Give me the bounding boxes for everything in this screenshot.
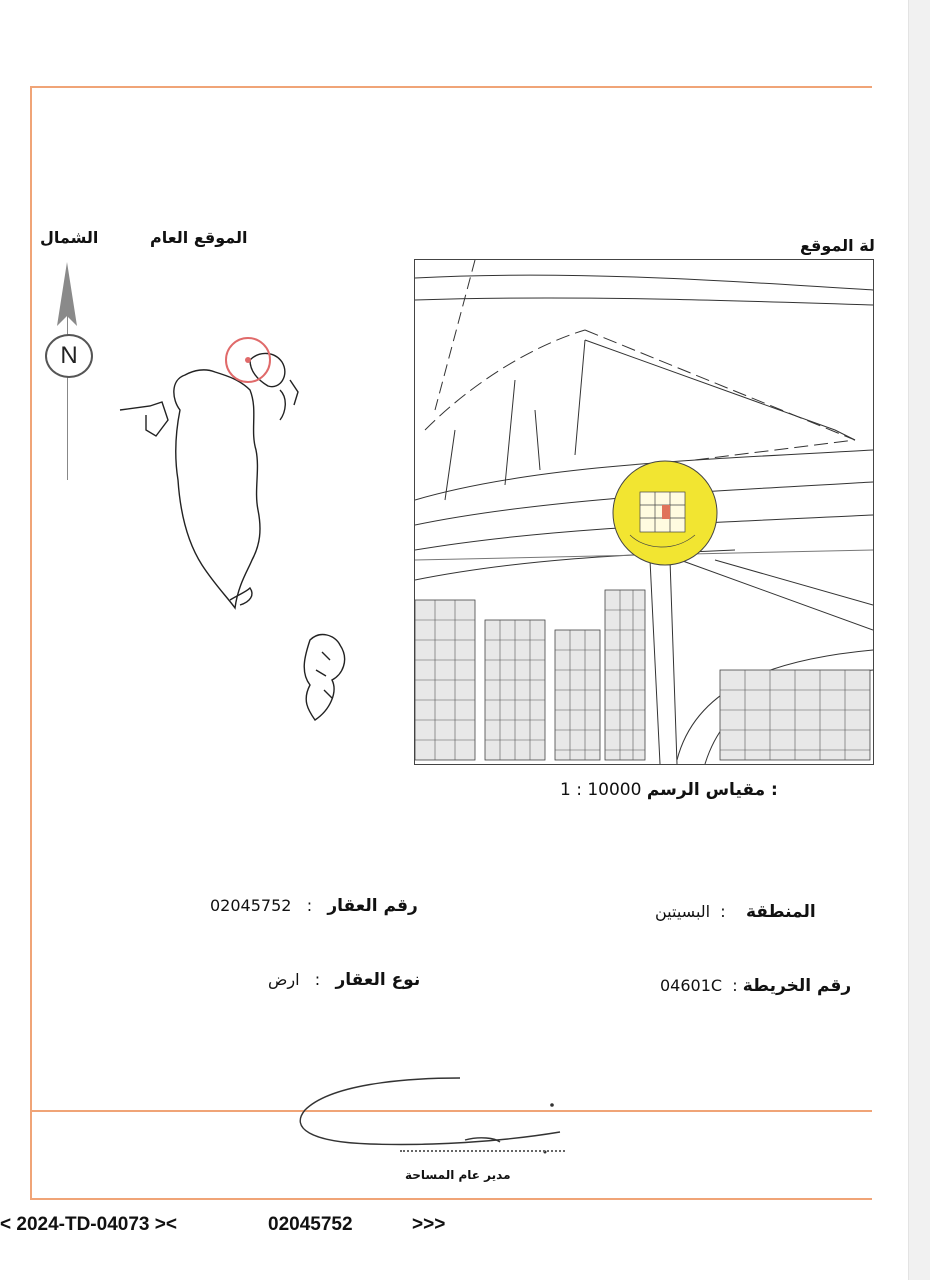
footer-arrows: >>> <box>412 1214 446 1235</box>
north-heading: الشمال <box>40 228 99 247</box>
area-value: البسيتين <box>655 902 711 921</box>
map-number-sep: : <box>732 976 738 995</box>
signature-title: مدير عام المساحة <box>405 1168 511 1182</box>
area-label: المنطقة <box>746 902 816 922</box>
north-arrow-icon <box>56 262 78 332</box>
north-indicator <box>45 334 93 378</box>
map-number-label: رقم الخريطة <box>742 976 852 996</box>
frame-left-line <box>30 86 32 1198</box>
map-scale <box>560 780 778 800</box>
map-number-value: 04601C <box>660 976 723 995</box>
property-number-label: رقم العقار <box>327 896 418 916</box>
property-type-sep: : <box>314 970 321 989</box>
property-type-label: نوع العقار <box>335 970 421 990</box>
footer-number: 02045752 <box>268 1214 353 1235</box>
north-letter: N <box>60 342 78 369</box>
frame-bottom-line <box>30 1198 872 1200</box>
area-field <box>655 902 816 922</box>
property-number-sep: : <box>306 896 313 915</box>
signature-line <box>400 1150 565 1152</box>
scroll-margin <box>908 0 930 1280</box>
map-number-field <box>660 976 851 996</box>
general-location-map <box>110 280 370 740</box>
property-number-value: 02045752 <box>210 896 292 915</box>
scale-value: 1 : 10000 <box>560 780 642 800</box>
property-type-field <box>268 970 420 990</box>
site-map <box>414 259 874 765</box>
property-number-field <box>210 896 418 916</box>
frame-top-line <box>30 86 872 88</box>
property-type-value: ارض <box>268 970 300 989</box>
footer-reference: < 2024-TD-04073 >< <box>0 1214 177 1235</box>
signature <box>290 1070 580 1170</box>
site-map-heading: لة الموقع <box>800 236 875 255</box>
scale-label: مقياس الرسم : <box>646 780 778 800</box>
general-location-heading: الموقع العام <box>150 228 248 247</box>
area-sep: : <box>720 902 726 921</box>
